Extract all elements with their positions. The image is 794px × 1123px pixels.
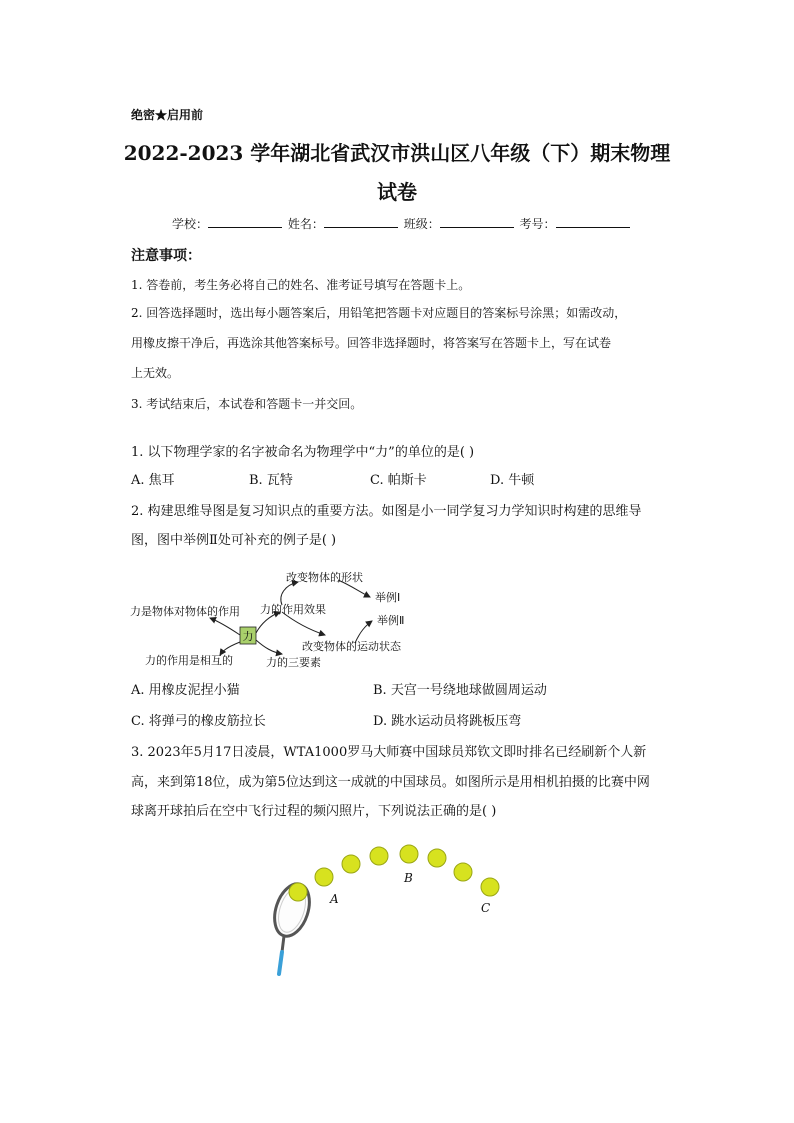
q1-option-b[interactable]: B. 瓦特: [249, 473, 293, 488]
mind-center-text: 力: [242, 630, 254, 643]
exam-no-label: 考号：: [519, 217, 556, 231]
point-c-label: C: [481, 901, 491, 915]
ball: [428, 849, 446, 867]
exam-title-line2: 试卷: [377, 180, 417, 204]
exam-title-line1: 2022-2023 学年湖北省武汉市洪山区八年级（下）期末物理: [123, 141, 671, 165]
mind-effect: 力的作用效果: [260, 603, 326, 616]
ball: [481, 878, 499, 896]
ball: [342, 855, 360, 873]
q2-option-c[interactable]: C. 将弹弓的橡皮筋拉长: [131, 714, 266, 729]
name-blank[interactable]: [324, 215, 398, 228]
exam-no-blank[interactable]: [556, 215, 630, 228]
ball: [454, 863, 472, 881]
mind-map-diagram: [0, 560, 794, 675]
ball: [370, 847, 388, 865]
question-1-stem: 1. 以下物理学家的名字被命名为物理学中“力”的单位的是( ): [131, 445, 475, 460]
notes-heading: 注意事项：: [131, 248, 201, 264]
note-item: 3. 考试结束后，本试卷和答题卡一并交回。: [131, 397, 363, 411]
question-3-stem-line3: 球离开球拍后在空中飞行过程的频闪照片，下列说法正确的是( ): [131, 804, 497, 819]
class-blank[interactable]: [440, 215, 514, 228]
school-blank[interactable]: [208, 215, 282, 228]
note-item: 1. 答卷前，考生务必将自己的姓名、准考证号填写在答题卡上。: [131, 278, 471, 292]
mind-example-2: 举例Ⅱ: [377, 614, 405, 627]
note-item: 用橡皮擦干净后，再选涂其他答案标号。回答非选择题时，将答案写在答题卡上，写在试卷: [131, 336, 612, 350]
student-info-row: [172, 215, 632, 232]
ball: [289, 883, 307, 901]
point-b-label: B: [404, 871, 413, 885]
note-item: 上无效。: [131, 366, 180, 380]
tennis-strobe-figure: [0, 830, 794, 990]
class-label: 班级：: [403, 217, 440, 231]
q2-option-b[interactable]: B. 天宫一号绕地球做圆周运动: [373, 683, 547, 698]
mind-motion: 改变物体的运动状态: [302, 640, 401, 653]
question-3-stem-line2: 高，来到第18位，成为第5位达到这一成就的中国球员。如图所示是用相机拍摄的比赛中网: [131, 775, 650, 790]
mind-left-bottom: 力的作用是相互的: [145, 654, 233, 667]
note-item: 2. 回答选择题时，选出每小题答案后，用铅笔把答题卡对应题目的答案标号涂黑；如需改动，: [131, 306, 627, 320]
tennis-balls: [289, 845, 499, 901]
school-label: 学校：: [172, 217, 209, 231]
mind-left-top: 力是物体对物体的作用: [130, 605, 240, 618]
ball: [400, 845, 418, 863]
question-2-stem-line1: 2. 构建思维导图是复习知识点的重要方法。如图是小一同学复习力学知识时构建的思维导: [131, 504, 642, 519]
mind-three-elements: 力的三要素: [266, 656, 321, 669]
q1-option-c[interactable]: C. 帕斯卡: [370, 473, 427, 488]
q1-option-a[interactable]: A. 焦耳: [131, 473, 175, 488]
point-a-label: A: [330, 892, 339, 906]
question-3-stem-line1: 3. 2023年5月17日凌晨，WTA1000罗马大师赛中国球员郑钦文即时排名已经刷新个人新: [131, 745, 647, 760]
q2-option-a[interactable]: A. 用橡皮泥捏小猫: [131, 683, 240, 698]
mind-example-1: 举例Ⅰ: [375, 591, 401, 604]
q2-option-d[interactable]: D. 跳水运动员将跳板压弯: [373, 714, 522, 729]
mind-shape: 改变物体的形状: [286, 571, 363, 584]
ball: [315, 868, 333, 886]
secret-label: 绝密★启用前: [131, 108, 204, 122]
q1-option-d[interactable]: D. 牛顿: [490, 473, 535, 488]
name-label: 姓名：: [287, 217, 324, 231]
question-2-stem-line2: 图，图中举例Ⅱ处可补充的例子是( ): [131, 533, 337, 548]
